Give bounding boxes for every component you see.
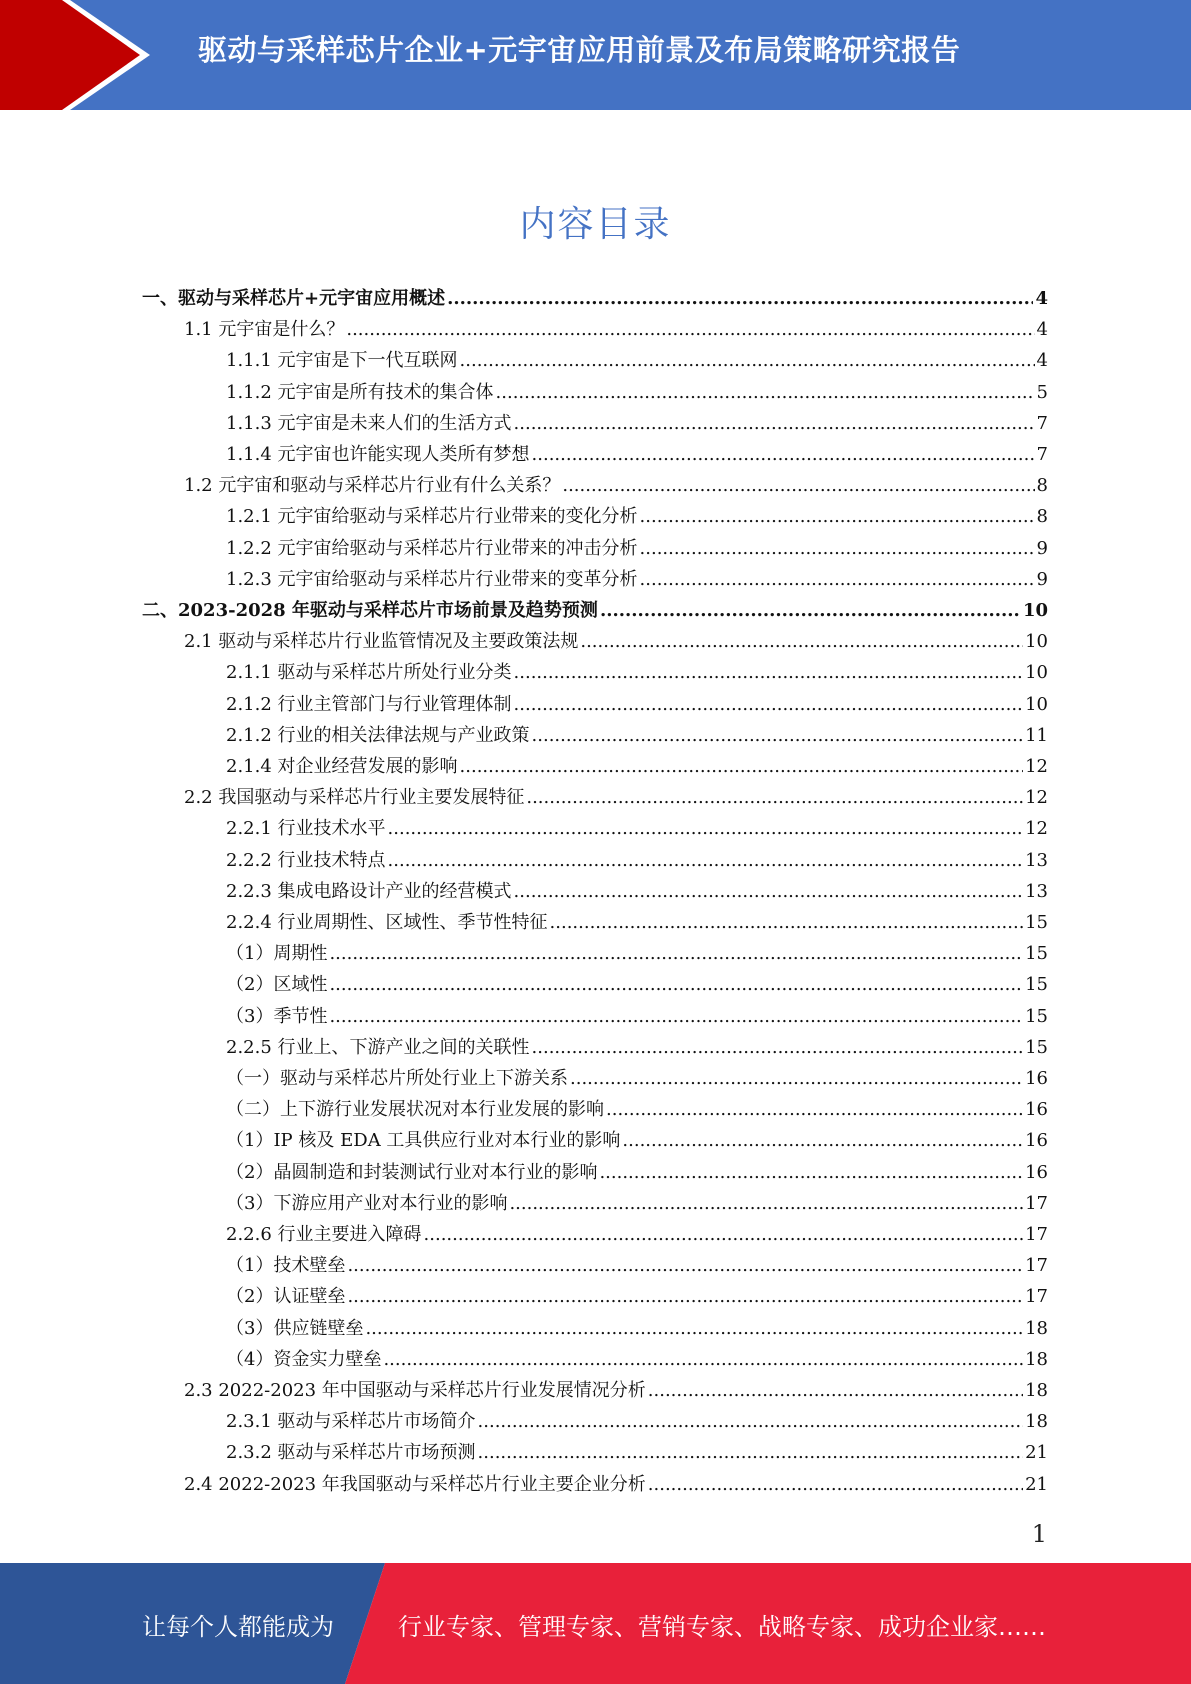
toc-entry-label: 2.2.5 行业上、下游产业之间的关联性 xyxy=(226,1036,530,1058)
toc-leader-dots xyxy=(447,288,1033,309)
toc-leader-dots xyxy=(526,787,1023,808)
toc-entry-page: 9 xyxy=(1036,537,1048,559)
toc-leader-dots xyxy=(388,850,1024,871)
toc-entry[interactable] xyxy=(142,284,1048,315)
toc-entry-label: 1.1.4 元宇宙也许能实现人类所有梦想 xyxy=(226,444,530,465)
toc-entry-label: （一）驱动与采样芯片所处行业上下游关系 xyxy=(226,1068,568,1089)
toc-leader-dots xyxy=(383,1349,1023,1370)
toc-entry[interactable] xyxy=(226,970,1048,1001)
toc-entry-page: 12 xyxy=(1025,756,1048,777)
toc-entry-page: 9 xyxy=(1036,568,1048,590)
toc-entry-page: 15 xyxy=(1025,974,1048,996)
toc-entry-label: （2）晶圆制造和封装测试行业对本行业的影响 xyxy=(226,1161,598,1183)
toc-entry-label: （2）认证壁垒 xyxy=(226,1286,346,1308)
toc-entry-page: 15 xyxy=(1025,912,1048,933)
toc-entry[interactable] xyxy=(226,846,1048,877)
toc-entry[interactable] xyxy=(226,721,1048,752)
toc-leader-dots xyxy=(599,1162,1023,1183)
toc-entry-page: 15 xyxy=(1025,1036,1048,1058)
toc-entry-label: 1.2.1 元宇宙给驱动与采样芯片行业带来的变化分析 xyxy=(226,506,638,528)
toc-entry-page: 16 xyxy=(1025,1068,1048,1089)
toc-entry-label: 2.1 驱动与采样芯片行业监管情况及主要政策法规 xyxy=(184,631,579,653)
header-arrow-icon xyxy=(0,0,160,110)
page-number: 1 xyxy=(1031,1520,1047,1548)
toc-leader-dots xyxy=(550,912,1024,933)
toc-leader-dots xyxy=(509,1193,1023,1214)
toc-entry[interactable] xyxy=(226,1345,1048,1376)
toc-leader-dots xyxy=(648,1474,1023,1495)
toc-entry-page: 12 xyxy=(1025,787,1048,809)
toc-entry-page: 17 xyxy=(1025,1255,1048,1277)
toc-entry-label: 1.1.2 元宇宙是所有技术的集合体 xyxy=(226,381,494,403)
toc-entry-label: （4）资金实力壁垒 xyxy=(226,1348,382,1370)
toc-entry[interactable] xyxy=(226,1126,1048,1157)
footer-slogan-left: 让每个人都能成为 xyxy=(142,1613,334,1641)
toc-entry-label: 一、驱动与采样芯片+元宇宙应用概述 xyxy=(142,288,446,309)
toc-leader-dots xyxy=(640,569,1035,590)
toc-entry-label: （3）季节性 xyxy=(226,1005,328,1027)
toc-entry-label: （1）周期性 xyxy=(226,943,328,965)
toc-entry-label: 1.2.3 元宇宙给驱动与采样芯片行业带来的变革分析 xyxy=(226,568,638,590)
toc-leader-dots xyxy=(580,631,1023,652)
toc-entry[interactable] xyxy=(226,690,1048,721)
toc-leader-dots xyxy=(570,1068,1023,1089)
toc-leader-dots xyxy=(640,538,1035,559)
toc-entry[interactable] xyxy=(226,908,1048,939)
toc-entry[interactable] xyxy=(226,440,1048,471)
toc-entry[interactable] xyxy=(184,1470,1048,1501)
toc-entry-label: （1）IP 核及 EDA 工具供应行业对本行业的影响 xyxy=(226,1130,621,1152)
toc-entry-page: 17 xyxy=(1025,1192,1048,1214)
toc-leader-dots xyxy=(347,1286,1023,1307)
toc-entry-page: 10 xyxy=(1025,693,1048,715)
toc-entry[interactable] xyxy=(184,315,1048,346)
toc-entry-label: （二）上下游行业发展状况对本行业发展的影响 xyxy=(226,1099,604,1121)
toc-entry-page: 4 xyxy=(1035,288,1048,309)
toc-leader-dots xyxy=(562,475,1034,496)
toc-entry-page: 7 xyxy=(1036,412,1048,434)
toc-entry[interactable] xyxy=(226,1282,1048,1313)
toc-entry-label: 2.4 2022-2023 年我国驱动与采样芯片行业主要企业分析 xyxy=(184,1473,646,1495)
toc-leader-dots xyxy=(424,1224,1024,1245)
toc-entry-page: 16 xyxy=(1025,1161,1048,1183)
toc-entry[interactable] xyxy=(184,783,1048,814)
toc-entry-label: 2.2.2 行业技术特点 xyxy=(226,849,386,871)
toc-entry-label: 2.2.4 行业周期性、区域性、季节性特征 xyxy=(226,912,548,933)
toc-entry-label: 1.1.1 元宇宙是下一代互联网 xyxy=(226,350,458,372)
toc-entry-label: 2.2.1 行业技术水平 xyxy=(226,818,386,840)
toc-entry[interactable] xyxy=(184,627,1048,658)
toc-entry[interactable] xyxy=(226,1438,1048,1469)
toc-leader-dots xyxy=(514,694,1024,715)
toc-entry-page: 4 xyxy=(1036,350,1048,372)
toc-entry-label: 1.2.2 元宇宙给驱动与采样芯片行业带来的冲击分析 xyxy=(226,537,638,559)
toc-entry-page: 18 xyxy=(1025,1380,1048,1401)
toc-leader-dots xyxy=(329,943,1023,964)
toc-entry[interactable] xyxy=(226,1407,1048,1438)
toc-entry-label: 2.3.2 驱动与采样芯片市场预测 xyxy=(226,1442,476,1464)
toc-entry[interactable] xyxy=(226,378,1048,409)
toc-entry-label: 二、2023-2028 年驱动与采样芯片市场前景及趋势预测 xyxy=(142,600,598,621)
toc-entry[interactable] xyxy=(226,1033,1048,1064)
toc-entry[interactable] xyxy=(226,502,1048,533)
toc-entry-page: 11 xyxy=(1025,724,1048,746)
toc-leader-dots xyxy=(365,1318,1023,1339)
toc-leader-dots xyxy=(478,1442,1024,1463)
toc-leader-dots xyxy=(496,382,1035,403)
toc-entry-label: 1.2 元宇宙和驱动与采样芯片行业有什么关系？ xyxy=(184,475,561,497)
toc-entry-page: 15 xyxy=(1025,1005,1048,1027)
header-title: 驱动与采样芯片企业+元宇宙应用前景及布局策略研究报告 xyxy=(198,33,961,67)
toc-entry-page: 21 xyxy=(1025,1442,1048,1464)
toc-entry-page: 16 xyxy=(1025,1130,1048,1152)
footer-slogan-right: 行业专家、管理专家、营销专家、战略专家、成功企业家…… xyxy=(398,1613,1046,1641)
toc-entry-page: 8 xyxy=(1036,475,1048,497)
toc-leader-dots xyxy=(478,1411,1024,1432)
toc-leader-dots xyxy=(606,1099,1023,1120)
toc-entry-page: 16 xyxy=(1025,1099,1048,1121)
toc-leader-dots xyxy=(347,1255,1023,1276)
toc-entry-label: 2.2 我国驱动与采样芯片行业主要发展特征 xyxy=(184,787,525,809)
toc-entry-label: （3）供应链壁垒 xyxy=(226,1317,364,1339)
toc-entry-page: 5 xyxy=(1036,381,1048,403)
toc-entry-page: 13 xyxy=(1025,849,1048,871)
toc-leader-dots xyxy=(532,444,1035,465)
toc-leader-dots xyxy=(460,756,1024,777)
toc-entry-page: 7 xyxy=(1036,444,1048,465)
toc-leader-dots xyxy=(329,1006,1023,1027)
toc-leader-dots xyxy=(514,881,1024,902)
toc-entry[interactable] xyxy=(226,346,1048,377)
toc-entry-page: 18 xyxy=(1025,1317,1048,1339)
toc-entry-label: （3）下游应用产业对本行业的影响 xyxy=(226,1192,508,1214)
toc-entry-label: 2.3 2022-2023 年中国驱动与采样芯片行业发展情况分析 xyxy=(184,1380,646,1401)
toc-entry-label: 2.1.4 对企业经营发展的影响 xyxy=(226,756,458,777)
toc-title: 内容目录 xyxy=(519,204,672,245)
toc-entry[interactable] xyxy=(226,1095,1048,1126)
toc-leader-dots xyxy=(514,413,1035,434)
toc-entry[interactable] xyxy=(226,1002,1048,1033)
toc-entry-page: 10 xyxy=(1025,631,1048,653)
toc-leader-dots xyxy=(622,1130,1023,1151)
toc-entry-label: 2.2.6 行业主要进入障碍 xyxy=(226,1224,422,1245)
toc-entry-label: 2.1.2 行业主管部门与行业管理体制 xyxy=(226,693,512,715)
toc-entry[interactable] xyxy=(226,565,1048,596)
toc-entry-page: 17 xyxy=(1025,1224,1048,1245)
toc-entry-label: （1）技术壁垒 xyxy=(226,1255,346,1277)
toc-leader-dots xyxy=(346,319,1034,340)
toc-entry[interactable] xyxy=(184,1376,1048,1407)
toc-entry[interactable] xyxy=(226,752,1048,783)
toc-entry[interactable] xyxy=(226,534,1048,565)
toc-leader-dots xyxy=(460,350,1035,371)
toc-entry[interactable] xyxy=(226,939,1048,970)
toc-entry-label: 1.1.3 元宇宙是未来人们的生活方式 xyxy=(226,412,512,434)
toc-entry[interactable] xyxy=(226,814,1048,845)
toc-entry[interactable] xyxy=(226,409,1048,440)
toc-entry[interactable] xyxy=(226,1220,1048,1251)
toc-entry-page: 17 xyxy=(1025,1286,1048,1308)
toc-leader-dots xyxy=(600,600,1021,621)
toc-entry-label: 1.1 元宇宙是什么？ xyxy=(184,319,345,341)
toc-entry-label: 2.3.1 驱动与采样芯片市场简介 xyxy=(226,1411,476,1433)
toc-entry[interactable] xyxy=(184,471,1048,502)
toc-entry-label: 2.2.3 集成电路设计产业的经营模式 xyxy=(226,880,512,902)
toc-entry-page: 21 xyxy=(1025,1473,1048,1495)
toc-entry[interactable] xyxy=(226,1064,1048,1095)
toc-leader-dots xyxy=(532,725,1024,746)
toc-entry-page: 10 xyxy=(1025,662,1048,684)
page-header xyxy=(0,0,1191,110)
toc-leader-dots xyxy=(514,662,1024,683)
toc-entry[interactable] xyxy=(226,1251,1048,1282)
toc-leader-dots xyxy=(640,506,1035,527)
toc-entry-page: 13 xyxy=(1025,880,1048,902)
toc-entry[interactable] xyxy=(226,1158,1048,1189)
toc-entry-page: 18 xyxy=(1025,1411,1048,1433)
toc-entry-label: 2.1.1 驱动与采样芯片所处行业分类 xyxy=(226,662,512,684)
toc-entry-label: 2.1.2 行业的相关法律法规与产业政策 xyxy=(226,724,530,746)
toc-entry[interactable] xyxy=(226,1314,1048,1345)
toc-leader-dots xyxy=(648,1380,1023,1401)
toc-entry-page: 8 xyxy=(1036,506,1048,528)
toc-entry-page: 18 xyxy=(1025,1348,1048,1370)
toc-leader-dots xyxy=(329,974,1023,995)
toc-entry-page: 12 xyxy=(1025,818,1048,840)
page-footer xyxy=(0,1563,1191,1684)
toc-leader-dots xyxy=(388,818,1024,839)
toc-entry-page: 15 xyxy=(1025,943,1048,965)
toc-entry-page: 4 xyxy=(1036,319,1048,341)
toc-leader-dots xyxy=(532,1037,1024,1058)
toc-entry-label: （2）区域性 xyxy=(226,974,328,996)
toc-entry[interactable] xyxy=(226,877,1048,908)
toc-entry[interactable] xyxy=(226,658,1048,689)
toc-entry[interactable] xyxy=(226,1189,1048,1220)
toc-entry-page: 10 xyxy=(1022,600,1048,621)
toc-entry[interactable] xyxy=(142,596,1048,627)
